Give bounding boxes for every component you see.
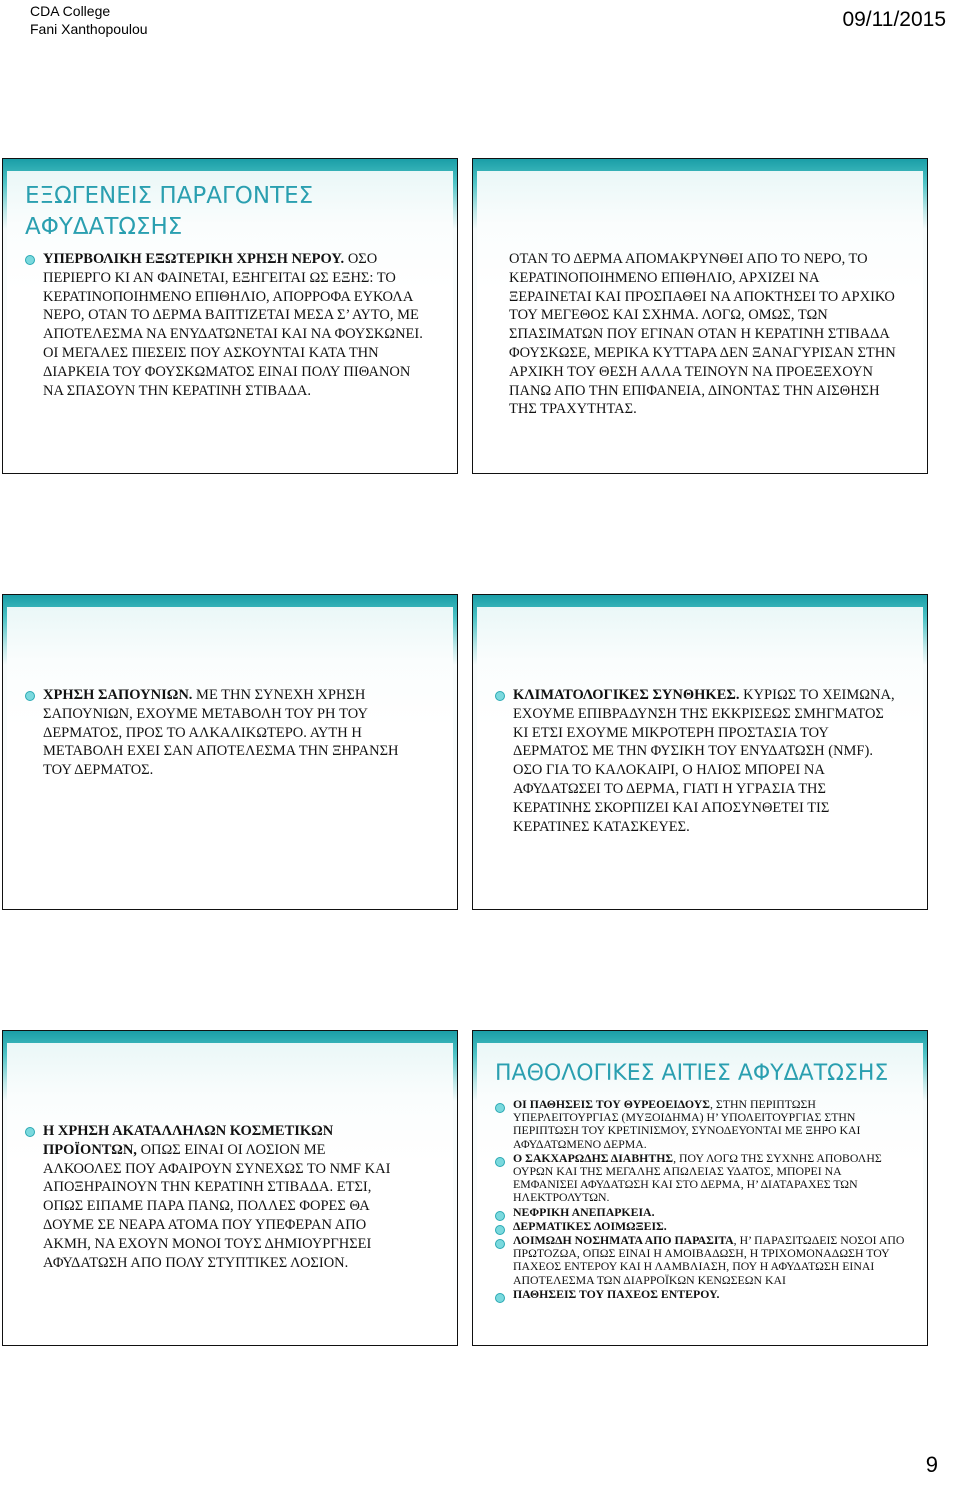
slide-6-item-text: , ΠΟΥ ΛΟΓΩ ΤΗΣ ΣΥΧΝΗΣ ΑΠΟΒΟΛΗΣ ΟΥΡΩΝ ΚΑΙ ΤΗΣ ΜΕΓΑΛΗΣ ΑΠΩΛΕΙΑΣ ΥΔΑΤΟΣ, ΜΠΟΡΕΙ ΝΑ ΕΜΦΑΝΙΣΕΙ ΑΦΥΔΑΤΩΣΗ ΚΑΙ ΣΤΟ ΔΕΡΜΑ, Η’ ΔΙΑΤΑΡΑΧΕΣ ΤΩΝ ΗΛΕΚΤΡΟΛΥΤΩΝ. bbox=[513, 1150, 882, 1205]
slide-1-title-line2: ΑΦΥΔΑΤΩΣΗΣ bbox=[25, 214, 183, 240]
slide-3-bullet bbox=[25, 686, 425, 780]
bullet-dot-icon bbox=[25, 1127, 35, 1137]
slide-6-item bbox=[495, 1206, 905, 1219]
slide-4-bullet bbox=[495, 686, 895, 836]
slide-3-body bbox=[25, 686, 425, 780]
slide-3-text: ΜΕ ΤΗΝ ΣΥΝΕΧΗ ΧΡΗΣΗ ΣΑΠΟΥΝΙΩΝ, ΕΧΟΥΜΕ ΜΕΤΑΒΟΛΗ ΤΟΥ PH ΤΟΥ ΔΕΡΜΑΤΟΣ, ΠΡΟΣ ΤΟ ΑΛΚΑΛΙΚΩΤΕΡΟ. ΑΥΤΗ Η ΜΕΤΑΒΟΛΗ ΕΧΕΙ ΣΑΝ ΑΠΟΤΕΛΕΣΜΑ ΤΗΝ ΞΗΡΑΝΣΗ ΤΟΥ ΔΕΡΜΑΤΟΣ. bbox=[43, 687, 399, 779]
slide-4-text: ΚΥΡΙΩΣ ΤΟ ΧΕΙΜΩΝΑ, ΕΧΟΥΜΕ ΕΠΙΒΡΑΔΥΝΣΗ ΤΗΣ ΕΚΚΡΙΣΕΩΣ ΣΜΗΓΜΑΤΟΣ ΚΙ ΕΤΣΙ ΕΧΟΥΜΕ ΜΙΚΡΟΤΕΡΗ ΠΡΟΣΤΑΣΙΑ ΤΟΥ ΔΕΡΜΑΤΟΣ ΜΕ ΤΗΝ ΦΥΣΙΚΗ ΤΟΥ ΕΝΥΔΑΤΩΣΗ (NMF). ΟΣΟ ΓΙΑ ΤΟ ΚΑΛΟΚΑΙΡΙ, Ο ΗΛΙΟΣ ΜΠΟΡΕΙ ΝΑ ΑΦΥΔΑΤΩΣΕΙ ΤΟ ΔΕΡΜΑ, ΓΙΑΤΙ Η ΥΓΡΑΣΙΑ ΤΗΣ ΚΕΡΑΤΙΝΗΣ ΣΚΟΡΠΙΖΕΙ ΚΑΙ ΑΠΟΣΥΝΘΕΤΕΙ ΤΙΣ ΚΕΡΑΤΙΝΕΣ ΚΑΤΑΣΚΕΥΕΣ. bbox=[513, 687, 895, 835]
slide-6-item-lead: ΝΕΦΡΙΚΗ ΑΝΕΠΑΡΚΕΙΑ. bbox=[513, 1204, 655, 1219]
bullet-dot-icon bbox=[25, 691, 35, 701]
slide-1 bbox=[2, 158, 458, 474]
bullet-dot-icon bbox=[495, 1103, 505, 1113]
slide-1-title-line1: ΕΞΩΓΕΝΕΙΣ ΠΑΡΑΓΟΝΤΕΣ bbox=[25, 183, 314, 209]
slide-1-bullet bbox=[25, 250, 425, 400]
bullet-dot-icon bbox=[495, 1239, 505, 1249]
author-name: Fani Xanthopoulou bbox=[30, 21, 148, 37]
header-date: 09/11/2015 bbox=[842, 8, 946, 31]
slide-2-body: ΟΤΑΝ ΤΟ ΔΕΡΜΑ ΑΠΟΜΑΚΡΥΝΘΕΙ ΑΠΟ ΤΟ ΝΕΡΟ, ΤΟ ΚΕΡΑΤΙΝΟΠΟΙΗΜΕΝΟ ΕΠΙΘΗΛΙΟ, ΑΡΧΙΖΕΙ ΝΑ ΞΕΡΑΙΝΕΤΑΙ ΚΑΙ ΠΡΟΣΠΑΘΕΙ ΝΑ ΑΠΟΚΤΗΣΕΙ ΤΟ ΑΡΧΙΚΟ ΤΟΥ ΜΕΓΕΘΟΣ ΚΑΙ ΣΧΗΜΑ. ΛΟΓΩ, ΟΜΩΣ, ΤΩΝ ΣΠΑΣΙΜΑΤΩΝ ΠΟΥ ΕΓΙΝΑΝ ΟΤΑΝ Η ΚΕΡΑΤΙΝΗ ΣΤΙΒΑΔΑ ΦΟΥΣΚΩΣΕ, ΜΕΡΙΚΑ ΚΥΤΤΑΡΑ ΔΕΝ ΞΑΝΑΓΥΡΙΣΑΝ ΣΤΗΝ ΑΡΧΙΚΗ ΤΟΥ ΘΕΣΗ ΑΛΛΑ ΤΕΙΝΟΥΝ ΝΑ ΠΡΟΕΞΕΧΟΥΝ ΠΑΝΩ ΑΠΟ ΤΗΝ ΕΠΙΦΑΝΕΙΑ, ΔΙΝΟΝΤΑΣ ΤΗΝ ΑΙΣΘΗΣΗ ΤΗΣ ΤΡΑΧΥΤΗΤΑΣ. bbox=[509, 251, 896, 418]
slide-1-title bbox=[25, 181, 313, 243]
page-number: 9 bbox=[925, 1452, 938, 1477]
bullet-dot-icon bbox=[495, 1293, 505, 1303]
slide-5-body bbox=[25, 1122, 405, 1272]
slide-6-item-lead: ΔΕΡΜΑΤΙΚΕΣ ΛΟΙΜΩΞΕΙΣ. bbox=[513, 1218, 667, 1233]
slide-1-lead: ΥΠΕΡΒΟΛΙΚΗ ΕΞΩΤΕΡΙΚΗ ΧΡΗΣΗ ΝΕΡΟΥ. bbox=[43, 251, 345, 267]
slide-5-lead: Η ΧΡΗΣΗ ΑΚΑΤΑΛΛΗΛΩΝ ΚΟΣΜΕΤΙΚΩΝ ΠΡΟΪΟΝΤΩΝ, bbox=[43, 1123, 334, 1158]
slide-6-item-lead: ΛΟΙΜΩΔΗ ΝΟΣΗΜΑΤΑ ΑΠΟ ΠΑΡΑΣΙΤΑ bbox=[513, 1233, 734, 1248]
slide-4 bbox=[472, 594, 928, 910]
slide-6-item-lead: ΠΑΘΗΣΕΙΣ ΤΟΥ ΠΑΧΕΟΣ ΕΝΤΕΡΟΥ. bbox=[513, 1286, 720, 1301]
slide-6-item-text: , Η’ ΠΑΡΑΣΙΤΩΔΕΙΣ ΝΟΣΟΙ ΑΠΟ ΠΡΩΤΟΖΩΑ, ΟΠΩΣ ΕΙΝΑΙ Η ΑΜΟΙΒΑΔΩΣΗ, Η ΤΡΙΧΟΜΟΝΑΔΩΣΗ ΤΟΥ ΠΑΧΕΟΣ ΕΝΤΕΡΟΥ ΚΑΙ Η ΛΑΜΒΛΙΑΣΗ, ΠΟΥ Η ΑΦΥΔΑΤΩΣΗ ΕΙΝΑΙ ΑΠΟΤΕΛΕΣΜΑ ΤΩΝ ΔΙΑΡΡΟΪΚΩΝ ΚΕΝΩΣΕΩΝ ΚΑΙ bbox=[513, 1233, 905, 1287]
slide-6-item-text: , ΣΤΗΝ ΠΕΡΙΠΤΩΣΗ ΥΠΕΡΛΕΙΤΟΥΡΓΙΑΣ (ΜΥΞΟΙΔΗΜΑ) Η’ ΥΠΟΛΕΙΤΟΥΡΓΙΑΣ ΣΤΗΝ ΠΕΡΙΠΤΩΣΗ ΤΟΥ ΚΡΕΤΙΝΙΣΜΟΥ, ΣΥΝΟΔΕΥΟΝΤΑΙ ΜΕ ΞΗΡΟ ΚΑΙ ΑΦΥΔΑΤΩΜΕΝΟ ΔΕΡΜΑ. bbox=[513, 1097, 861, 1151]
slide-6-item bbox=[495, 1234, 905, 1287]
bullet-dot-icon bbox=[25, 255, 35, 265]
slide-6-item bbox=[495, 1220, 905, 1233]
slide-3-lead: ΧΡΗΣΗ ΣΑΠΟΥΝΙΩΝ. bbox=[43, 687, 193, 703]
header-left bbox=[30, 2, 148, 38]
slide-3 bbox=[2, 594, 458, 910]
slide-6-item bbox=[495, 1098, 905, 1151]
slide-6-item bbox=[495, 1152, 905, 1205]
slide-4-body bbox=[495, 686, 895, 836]
slide-6-item-lead: Ο ΣΑΚΧΑΡΩΔΗΣ ΔΙΑΒΗΤΗΣ bbox=[513, 1150, 674, 1165]
slide-6-item-lead: ΟΙ ΠΑΘΗΣΕΙΣ ΤΟΥ ΘΥΡΕΟΕΙΔΟΥΣ bbox=[513, 1097, 711, 1111]
bullet-dot-icon bbox=[495, 691, 505, 701]
slide-6-title: ΠΑΘΟΛΟΓΙΚΕΣ ΑΙΤΙΕΣ ΑΦΥΔΑΤΩΣΗΣ bbox=[495, 1061, 889, 1086]
slide-5-text: ΟΠΩΣ ΕΙΝΑΙ ΟΙ ΛΟΣΙΟΝ ΜΕ ΑΛΚΟΟΛΕΣ ΠΟΥ ΑΦΑΙΡΟΥΝ ΣΥΝΕΧΩΣ ΤΟ NMF ΚΑΙ ΑΠΟΞΗΡΑΙΝΟΥΝ ΤΗΝ ΚΕΡΑΤΙΝΗ ΣΤΙΒΑΔΑ. ΕΤΣΙ, ΟΠΩΣ ΕΙΠΑΜΕ ΠΑΡΑ ΠΑΝΩ, ΠΟΛΛΕΣ ΦΟΡΕΣ ΘΑ ΔΟΥΜΕ ΣΕ ΝΕΑΡΑ ΑΤΟΜΑ ΠΟΥ ΥΠΕΦΕΡΑΝ ΑΠΟ ΑΚΜΗ, ΝΑ ΕΧΟΥΝ ΜΟΝΟΙ ΤΟΥΣ ΔΗΜΙΟΥΡΓΗΣΕΙ ΑΦΥΔΑΤΩΣΗ ΑΠΟ ΠΟΛΥ ΣΤΥΠΤΙΚΕΣ ΛΟΣΙΟΝ. bbox=[43, 1141, 391, 1271]
slide-1-text: ΟΣΟ ΠΕΡΙΕΡΓΟ ΚΙ ΑΝ ΦΑΙΝΕΤΑΙ, ΕΞΗΓΕΙΤΑΙ ΩΣ ΕΞΗΣ: ΤΟ ΚΕΡΑΤΙΝΟΠΟΙΗΜΕΝΟ ΕΠΙΘΗΛΙΟ, ΑΠΟΡΡΟΦΑ ΕΥΚΟΛΑ ΝΕΡΟ, ΟΤΑΝ ΤΟ ΔΕΡΜΑ ΒΑΠΤΙΖΕΤΑΙ ΜΕΣΑ Σ’ ΑΥΤΟ, ΜΕ ΑΠΟΤΕΛΕΣΜΑ ΝΑ ΕΝΥΔΑΤΩΝΕΤΑΙ ΚΑΙ ΝΑ ΦΟΥΣΚΩΝΕΙ. ΟΙ ΜΕΓΑΛΕΣ ΠΙΕΣΕΙΣ ΠΟΥ ΑΣΚΟΥΝΤΑΙ ΚΑΤΑ ΤΗΝ ΔΙΑΡΚΕΙΑ ΤΟΥ ΦΟΥΣΚΩΜΑΤΟΣ ΕΙΝΑΙ ΠΟΛΥ ΠΙΘΑΝΟΝ ΝΑ ΣΠΑΣΟΥΝ ΤΗΝ ΚΕΡΑΤΙΝΗ ΣΤΙΒΑΔΑ. bbox=[43, 251, 423, 399]
bullet-dot-icon bbox=[495, 1157, 505, 1167]
slide-6-body bbox=[495, 1098, 905, 1302]
slide-6 bbox=[472, 1030, 928, 1346]
slide-4-lead: ΚΛΙΜΑΤΟΛΟΓΙΚΕΣ ΣΥΝΘΗΚΕΣ. bbox=[513, 687, 740, 703]
slide-1-body bbox=[25, 250, 425, 400]
slide-2 bbox=[472, 158, 928, 474]
slide-5 bbox=[2, 1030, 458, 1346]
org-name: CDA College bbox=[30, 3, 111, 19]
slide-5-bullet bbox=[25, 1122, 405, 1272]
slide-6-item bbox=[495, 1288, 905, 1301]
